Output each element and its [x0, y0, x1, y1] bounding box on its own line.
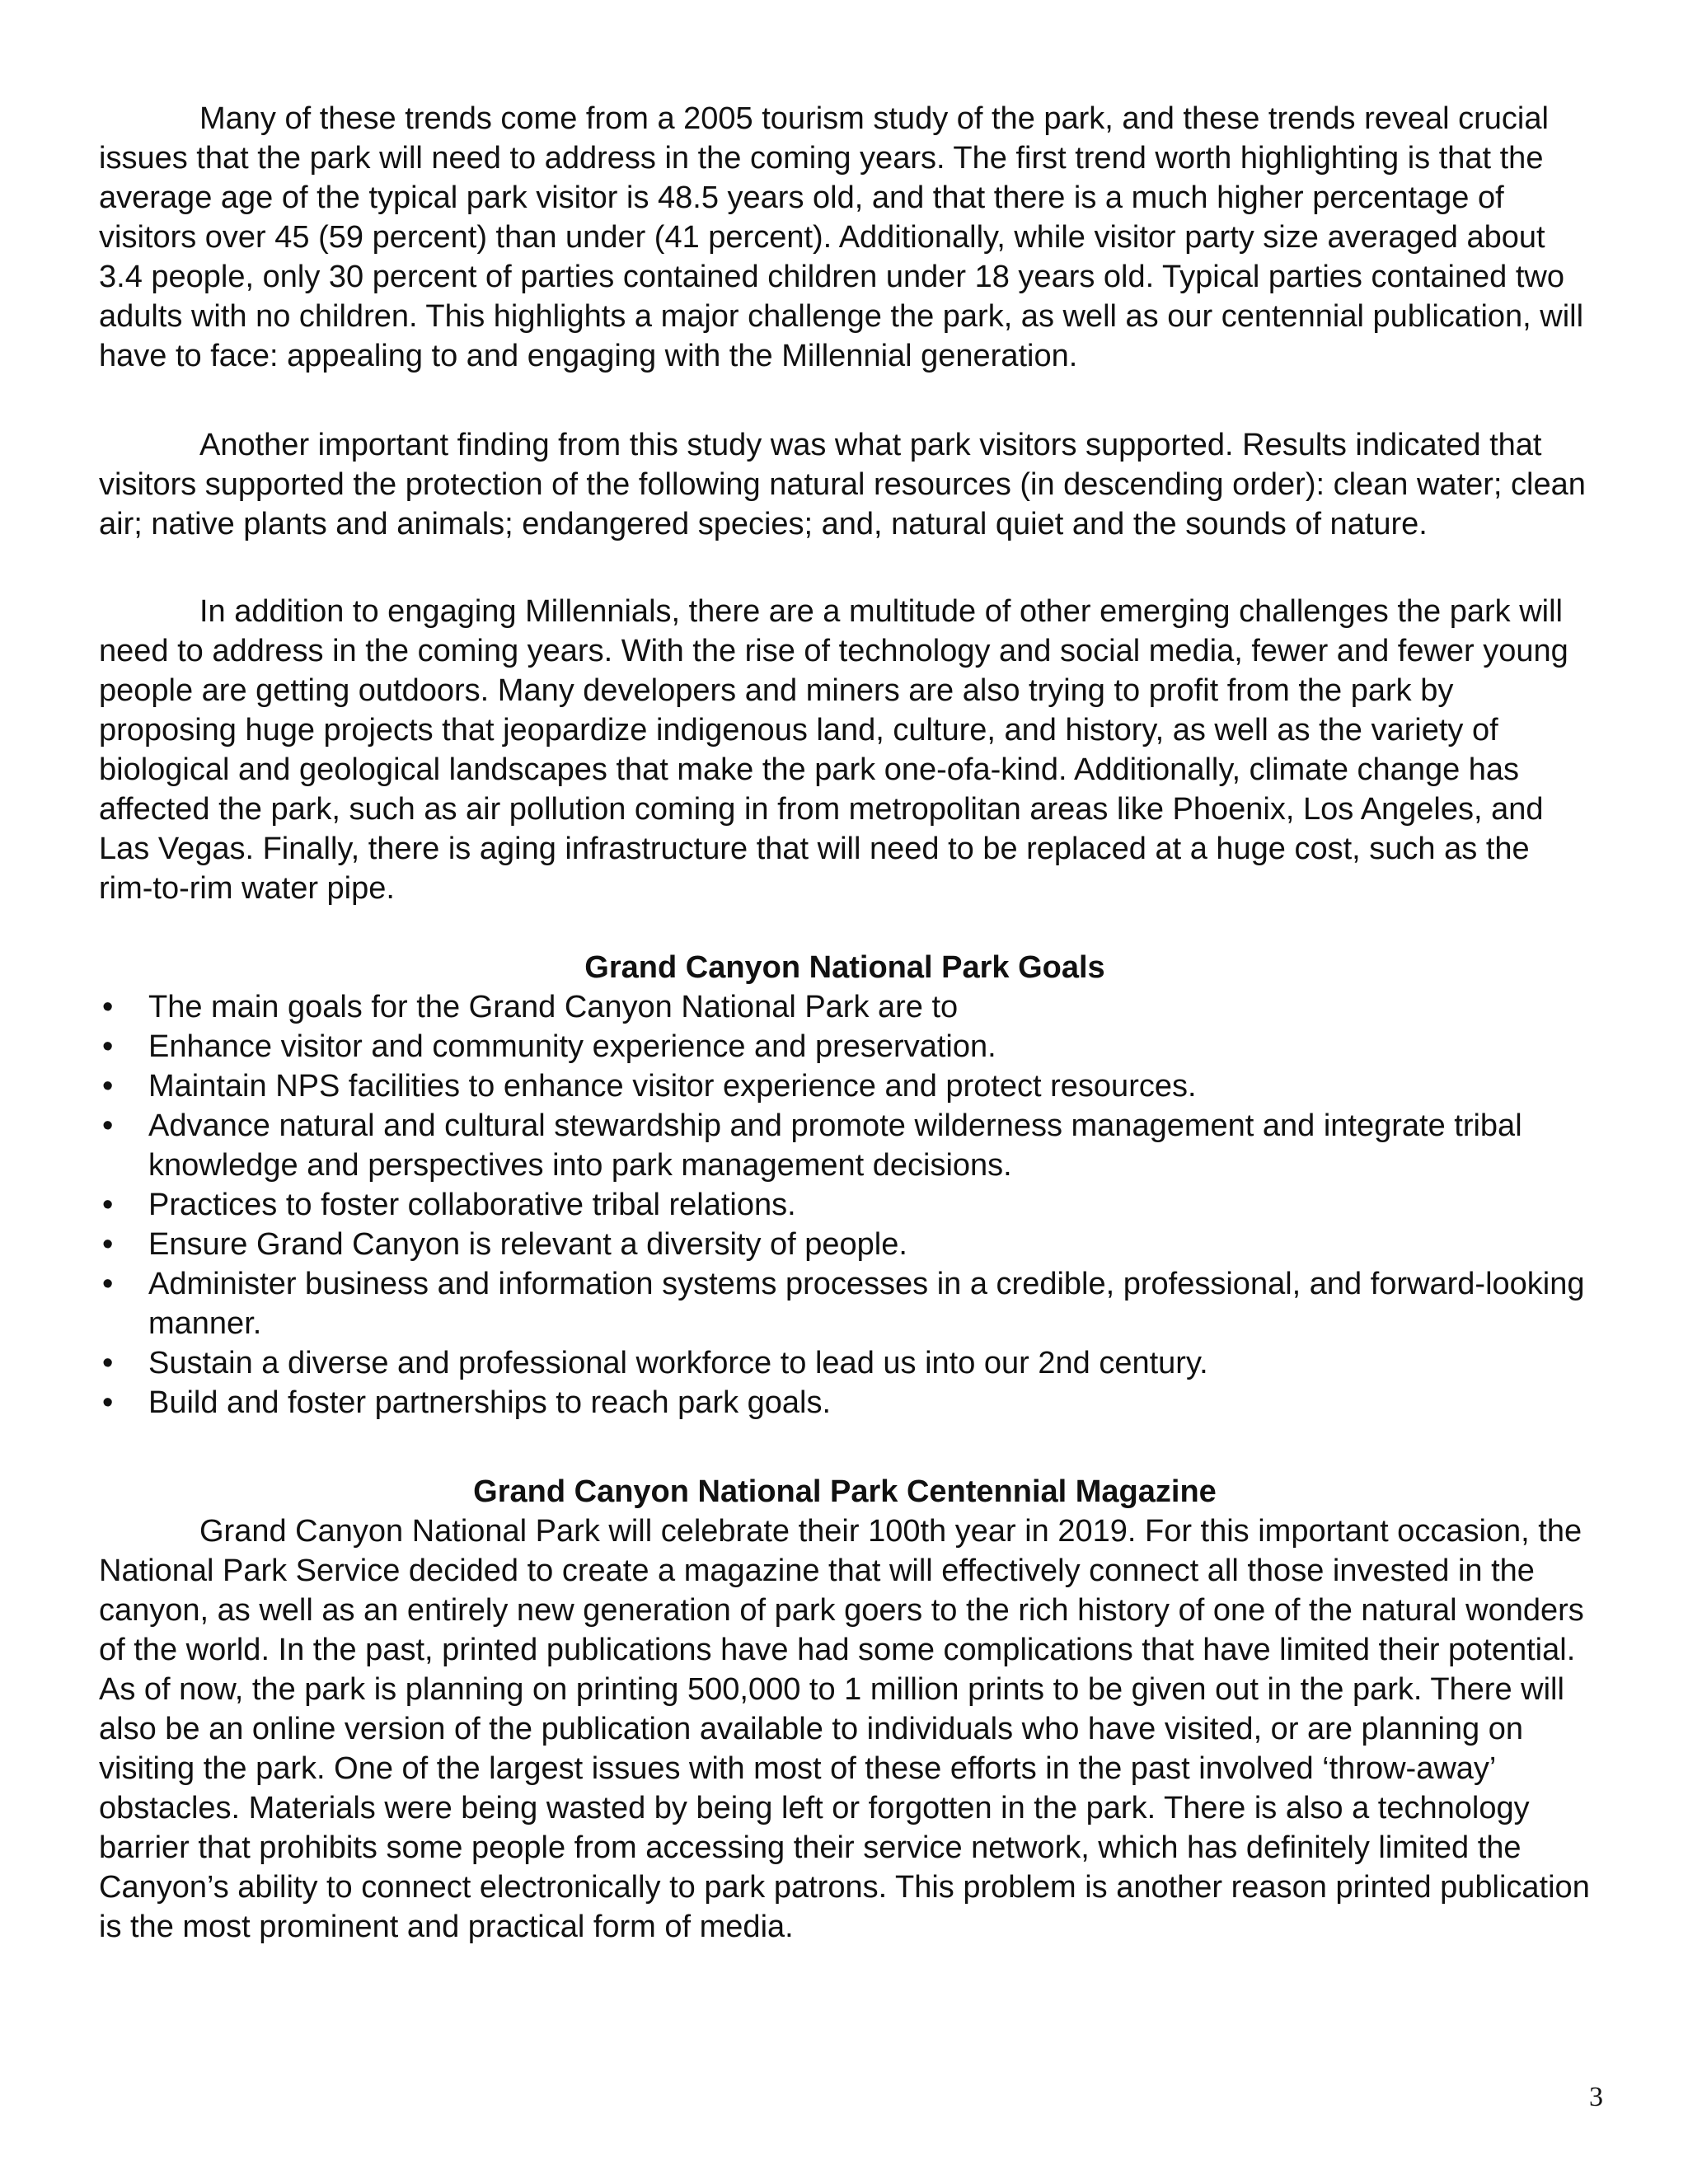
page-number: 3: [1589, 2082, 1603, 2112]
bullet-icon: •: [102, 1069, 114, 1104]
bullet-icon: •: [102, 1385, 114, 1420]
list-item-text: Advance natural and cultural stewardship and promote wilderness management and integrate tribal knowledge and perspectives into park management decisions.: [148, 1108, 1522, 1183]
paragraph-visitor-support: Another important finding from this study was what park visitors supported. Results indicated that visitors supported the protection of the following natural resources (in descending order): clean water; clean air; native plants and animals; endangered species; and, natural quiet and the sounds of nature.: [99, 428, 1586, 541]
list-item-text: Administer business and information systems processes in a credible, professional, and forward-looking manner.: [148, 1267, 1585, 1341]
body-text-section: [99, 99, 1591, 376]
list-item-text: Sustain a diverse and professional workforce to lead us into our 2nd century.: [148, 1346, 1208, 1380]
list-item-text: Build and foster partnerships to reach park goals.: [148, 1385, 832, 1420]
list-item-text: Maintain NPS facilities to enhance visitor experience and protect resources.: [148, 1069, 1197, 1104]
list-item: [99, 1264, 1591, 1343]
list-item: [99, 1066, 1591, 1106]
list-item: [99, 1106, 1591, 1185]
list-item: [99, 1185, 1591, 1225]
bullet-icon: •: [102, 1227, 114, 1262]
bullet-icon: •: [102, 990, 114, 1024]
list-item-text: Practices to foster collaborative tribal relations.: [148, 1188, 796, 1222]
list-item-text: The main goals for the Grand Canyon National Park are to: [148, 990, 959, 1024]
list-item-text: Ensure Grand Canyon is relevant a diversity of people.: [148, 1227, 907, 1262]
body-text-section: [99, 592, 1591, 908]
magazine-heading: Grand Canyon National Park Centennial Magazine: [473, 1474, 1217, 1509]
paragraph-centennial-magazine: Grand Canyon National Park will celebrate their 100th year in 2019. For this important occasion, the National Park Service decided to create a magazine that will effectively connect all those invested in the canyon, as well as an entirely new generation of park goers to the rich history of one of the natural wonders of the world. In the past, printed publications have had some complications that have limited their potential. As of now, the park is planning on printing 500,000 to 1 million prints to be given out in the park. There will also be an online version of the publication available to individuals who have visited, or are planning on visiting the park. One of the largest issues with most of these efforts in the past involved ‘throw-away’ obstacles. Materials were being wasted by being left or forgotten in the park. There is also a technology barrier that prohibits some people from accessing their service network, which has definitely limited the Canyon’s ability to connect electronically to park patrons. This problem is another reason printed publication is the most prominent and practical form of media.: [99, 1514, 1590, 1944]
bullet-icon: •: [102, 1188, 114, 1222]
bullet-icon: •: [102, 1029, 114, 1064]
goals-heading: Grand Canyon National Park Goals: [584, 950, 1105, 985]
bullet-icon: •: [102, 1346, 114, 1380]
paragraph-emerging-challenges: In addition to engaging Millennials, there are a multitude of other emerging challenges the park will need to address in the coming years. With the rise of technology and social media, fewer and fewer young people are getting outdoors. Many developers and miners are also trying to profit from the park by proposing huge projects that jeopardize indigenous land, culture, and history, as well as the variety of biological and geological landscapes that make the park one-ofa-kind. Additionally, climate change has affected the park, such as air pollution coming in from metropolitan areas like Phoenix, Los Angeles, and Las Vegas. Finally, there is aging infrastructure that will need to be replaced at a huge cost, such as the rim-to-rim water pipe.: [99, 594, 1568, 906]
bullet-icon: •: [102, 1108, 114, 1143]
list-item: [99, 987, 1591, 1027]
list-item: [99, 1225, 1591, 1264]
goals-list: [99, 987, 1591, 1422]
list-item: [99, 1027, 1591, 1066]
paragraph-tourism-trends: Many of these trends come from a 2005 tourism study of the park, and these trends reveal crucial issues that the park will need to address in the coming years. The first trend worth highlighting is that the average age of the typical park visitor is 48.5 years old, and that there is a much higher percentage of visitors over 45 (59 percent) than under (41 percent). Additionally, while visitor party size averaged about 3.4 people, only 30 percent of parties contained children under 18 years old. Typical parties contained two adults with no children. This highlights a major challenge the park, as well as our centennial publication, will have to face: appealing to and engaging with the Millennial generation.: [99, 101, 1584, 373]
body-text-section: [99, 425, 1591, 544]
body-text-section: [99, 1511, 1591, 1947]
list-item: [99, 1343, 1591, 1383]
list-item-text: Enhance visitor and community experience and preservation.: [148, 1029, 996, 1064]
list-item: [99, 1383, 1591, 1422]
bullet-icon: •: [102, 1267, 114, 1301]
